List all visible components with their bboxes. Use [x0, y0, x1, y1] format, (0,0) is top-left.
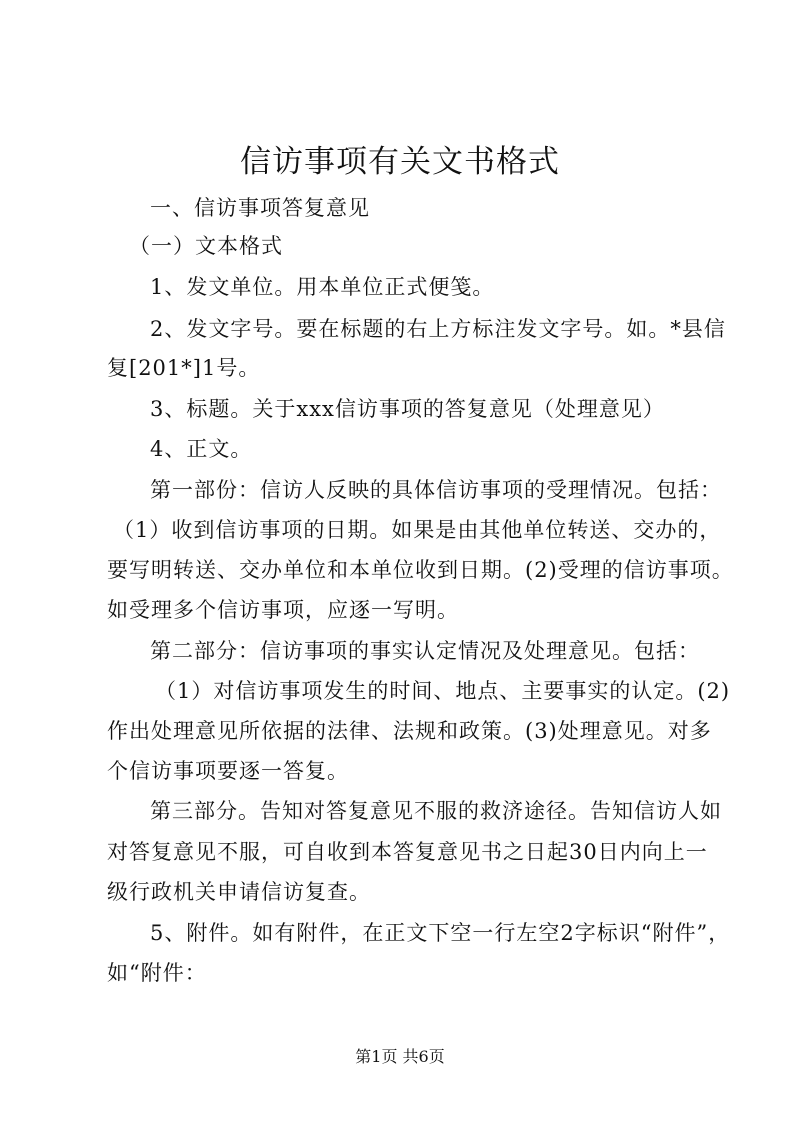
- paragraph-line: 第三部分。告知对答复意见不服的救济途径。告知信访人如: [150, 799, 722, 823]
- paragraph-line: 1、发文单位。用本单位正式便笺。: [150, 275, 495, 299]
- page-number-footer: 第1页 共6页: [355, 1047, 445, 1066]
- paragraph-line: 要写明转送、交办单位和本单位收到日期。(2)受理的信访事项。: [107, 558, 734, 582]
- paragraph-line: （1）对信访事项发生的时间、地点、主要事实的认定。(2): [155, 679, 731, 703]
- paragraph-line: 2、发文字号。要在标题的右上方标注发文字号。如。*县信: [150, 317, 726, 341]
- paragraph-line: 级行政机关申请信访复查。: [107, 880, 371, 904]
- paragraph-line: 第二部分：信访事项的事实认定情况及处理意见。包括：: [150, 639, 700, 663]
- paragraph-line: 5、附件。如有附件，在正文下空一行左空2字标识“附件”，: [150, 921, 731, 945]
- paragraph-line: 第一部份：信访人反映的具体信访事项的受理情况。包括：: [150, 478, 722, 502]
- document-title: 信访事项有关文书格式: [240, 144, 560, 180]
- paragraph-line: 作出处理意见所依据的法律、法规和政策。(3)处理意见。对多: [107, 719, 712, 743]
- paragraph-line: 个信访事项要逐一答复。: [107, 759, 349, 783]
- paragraph-line: 如“附件：: [107, 961, 207, 985]
- paragraph-line: 4、正文。: [150, 437, 253, 461]
- paragraph-line: 对答复意见不服，可自收到本答复意见书之日起30日内向上一: [107, 840, 708, 864]
- paragraph-line: 如受理多个信访事项，应逐一写明。: [107, 598, 459, 622]
- paragraph-line: （1）收到信访事项的日期。如果是由其他单位转送、交办的，: [113, 518, 722, 542]
- paragraph-line: 3、标题。关于xxx信访事项的答复意见（处理意见）: [150, 397, 665, 421]
- paragraph-line: 复[201*]1号。: [107, 356, 261, 380]
- subsection-heading: （一）文本格式: [129, 234, 283, 258]
- section-heading: 一、信访事项答复意见: [150, 196, 370, 220]
